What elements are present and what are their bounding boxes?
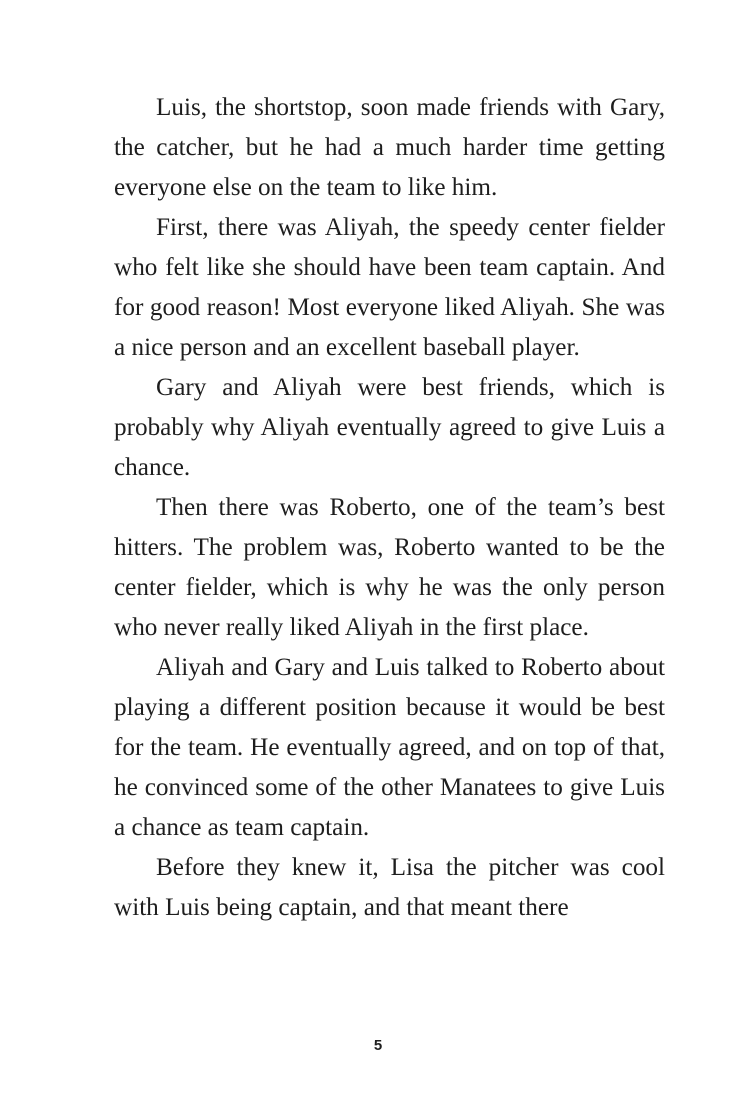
- paragraph: Aliyah and Gary and Luis talked to Roberto about playing a different position because it would be best for the team. He eventually agreed, and on top of that, he convinced some of the other Manatees to give Luis a chance as team captain.: [114, 654, 665, 841]
- paragraph: Gary and Aliyah were best friends, which is probably why Aliyah eventually agreed to give Luis a chance.: [114, 374, 665, 481]
- paragraph: Then there was Roberto, one of the team’s best hitters. The problem was, Roberto wanted to be the center fielder, which is why he was the only person who never really liked Aliyah in the first place.: [114, 494, 665, 641]
- paragraph: Luis, the shortstop, soon made friends with Gary, the catcher, but he had a much harder time getting everyone else on the team to like him.: [114, 94, 665, 201]
- paragraph: First, there was Aliyah, the speedy center fielder who felt like she should have been team captain. And for good reason! Most everyone liked Aliyah. She was a nice person and an excellent baseball player.: [114, 214, 665, 361]
- body-text: [114, 88, 665, 928]
- paragraph: Before they knew it, Lisa the pitcher was cool with Luis being captain, and that meant there: [114, 854, 665, 921]
- page-number: 5: [373, 1037, 383, 1054]
